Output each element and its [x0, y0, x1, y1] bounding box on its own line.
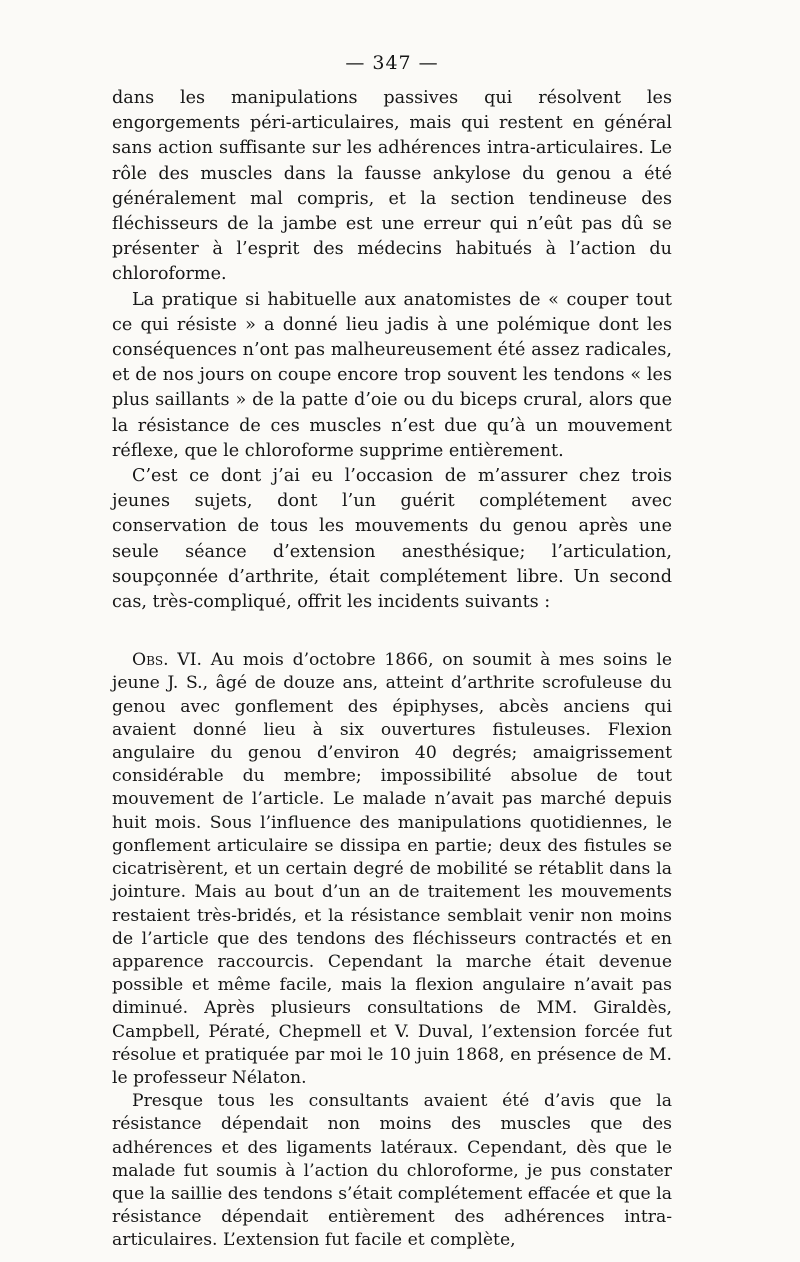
paragraph-2: La pratique si habituelle aux anatomistes de « couper tout ce qui résiste » a donné lieu jadis à une polémique dont les conséquences n’ont pas malheureusement été assez radicales, et de nos jours on coupe encore trop souvent les tendons « les plus saillants » de la patte d’oie ou du biceps crural, alors que la résistance de ces muscles n’est due qu’à un mouvement réflexe, que le chloroforme supprime entièrement. — [112, 289, 672, 461]
observation-paragraph — [112, 649, 672, 1090]
observation-continuation: Presque tous les consultants avaient été d’avis que la résistance dépendait non moins des muscles que des adhérences et des ligaments latéraux. Cependant, dès que le malade fut soumis à l’action du chloroforme, je pus constater que la saillie des tendons s’était complétement effacée et que la résistance dépendait entièrement des adhérences intra-articulaires. L’extension fut facile et complète, — [112, 1091, 672, 1251]
paragraph-3: C’est ce dont j’ai eu l’occasion de m’assurer chez trois jeunes sujets, dont l’un guérit complétement avec conservation de tous les mouvements du genou après une seule séance d’extension anesthésique; l’articulation, soupçonnée d’arthrite, était complétement libre. Un second cas, très-compliqué, offrit les incidents suivants : — [112, 466, 672, 613]
page-number: — 347 — — [345, 52, 439, 74]
observation-label: Obs. VI. — [132, 650, 202, 671]
section-gap — [112, 615, 672, 649]
observation-text: Au mois d’octobre 1866, on soumit à mes soins le jeune J. S., âgé de douze ans, atteint d’arthrite scrofuleuse du genou avec gonflement des épiphyses, abcès anciens qui avaient donné lieu à six ouvertures fistuleuses. Flexion angulaire du genou d’environ 40 degrés; amaigrissement considérable du membre; impossibilité absolue de tout mouvement de l’article. Le malade n’avait pas marché depuis huit mois. Sous l’influence des manipulations quotidiennes, le gonflement articulaire se dissipa en partie; deux des fistules se cicatrisèrent, et un certain degré de mobilité se rétablit dans la jointure. Mais au bout d’un an de traitement les mouvements restaient très-bridés, et la résistance semblait venir non moins de l’article que des tendons des fléchisseurs contractés et en apparence raccourcis. Cependant la marche était devenue possible et même facile, mais la flexion angulaire n’avait pas diminué. Après plusieurs consultations de MM. Giraldès, Campbell, Pératé, Chepmell et V. Duval, l’extension forcée fut résolue et pratiquée par moi le 10 juin 1868, en présence de M. le professeur Nélaton. — [112, 650, 672, 1088]
book-page — [112, 52, 672, 1253]
paragraph-1: dans les manipulations passives qui résolvent les engorgements péri-articulaires, mais qui restent en général sans action suffisante sur les adhérences intra-articulaires. Le rôle des muscles dans la fausse ankylose du genou a été généralement mal compris, et la section tendineuse des fléchisseurs de la jambe est une erreur qui n’eût pas dû se présenter à l’esprit des médecins habitués à l’action du chloroforme. — [112, 88, 672, 285]
